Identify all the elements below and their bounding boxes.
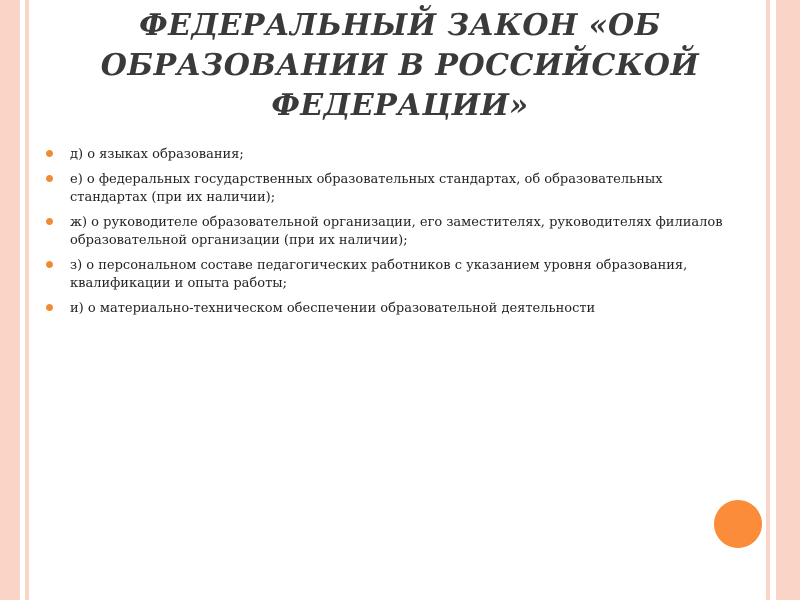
border-stripe-right-thin: [766, 0, 770, 600]
bullet-dot-icon: [46, 175, 53, 182]
border-stripe-right-wide: [776, 0, 800, 600]
bullet-dot-icon: [46, 218, 53, 225]
border-stripe-left-wide: [0, 0, 20, 600]
bullet-dot-icon: [46, 150, 53, 157]
bullet-dot-icon: [46, 304, 53, 311]
orange-circle-decoration: [714, 500, 762, 548]
list-item-text: е) о федеральных государственных образовательных стандартах, об образовательных стандартах (при их наличии);: [70, 172, 663, 205]
list-item: [46, 257, 726, 293]
bullet-dot-icon: [46, 261, 53, 268]
list-item: [46, 300, 726, 318]
list-item-text: з) о персональном составе педагогических работников с указанием уровня образования, квалификации и опыта работы;: [70, 258, 688, 291]
list-item: [46, 171, 726, 207]
list-item: [46, 146, 726, 164]
list-item-text: и) о материально-техническом обеспечении образовательной деятельности: [70, 301, 596, 316]
bullet-list: [46, 146, 726, 325]
list-item-text: д) о языках образования;: [70, 147, 244, 162]
list-item-text: ж) о руководителе образовательной организации, его заместителях, руководителях филиалов образовательной организации (при их наличии);: [70, 215, 723, 248]
border-stripe-left-thin: [25, 0, 29, 600]
slide-title: ФЕДЕРАЛЬНЫЙ ЗАКОН «ОБ ОБРАЗОВАНИИ В РОССИЙСКОЙ ФЕДЕРАЦИИ»: [100, 8, 700, 123]
list-item: [46, 214, 726, 250]
